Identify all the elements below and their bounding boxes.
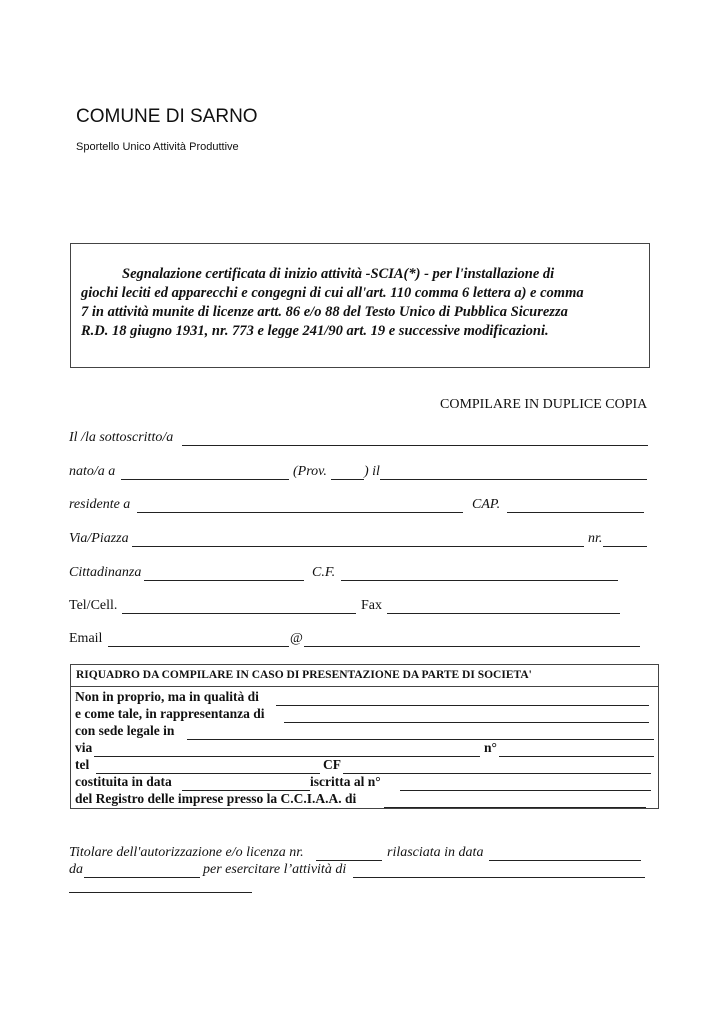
prov-label: (Prov. <box>293 464 327 479</box>
fax-label: Fax <box>361 598 382 613</box>
society-box <box>70 664 659 809</box>
prov-field[interactable] <box>331 479 364 480</box>
esercitare-label: per esercitare l’attività di <box>203 862 347 877</box>
residence-field[interactable] <box>137 512 463 513</box>
soc-cf-label: CF <box>323 757 341 772</box>
soc-via-label: via <box>75 740 93 755</box>
cap-label: CAP. <box>472 497 501 512</box>
sede-label: con sede legale in <box>75 723 175 738</box>
iscritta-label: iscritta al n° <box>310 774 381 789</box>
qualita-label: Non in proprio, ma in qualità di <box>75 689 259 704</box>
society-box-header: RIQUADRO DA COMPILARE IN CASO DI PRESENTAZIONE DA PARTE DI SOCIETA' <box>76 669 532 681</box>
cap-field[interactable] <box>507 512 644 513</box>
rilasciata-label: rilasciata in data <box>387 845 484 860</box>
soc-via-field[interactable] <box>94 756 480 757</box>
soc-cf-field[interactable] <box>343 773 651 774</box>
nr-label: nr. <box>588 531 603 546</box>
birthdate-label: ) il <box>364 464 380 479</box>
cittadinanza-label: Cittadinanza <box>69 565 142 580</box>
registro-field[interactable] <box>384 807 646 808</box>
sede-field[interactable] <box>187 739 654 740</box>
soc-tel-label: tel <box>75 757 90 772</box>
fax-field[interactable] <box>387 613 620 614</box>
sottoscritto-field[interactable] <box>182 445 648 446</box>
birthplace-field[interactable] <box>121 479 289 480</box>
da-label: da <box>69 862 83 877</box>
intro-line-3: 7 in attività munite di licenze artt. 86 e/o 88 del Testo Unico di Pubblica Sicurezza <box>81 304 568 320</box>
activity-field-continuation[interactable] <box>69 892 252 893</box>
registro-label: del Registro delle imprese presso la C.C.I.A.A. di <box>75 791 357 806</box>
soc-n-field[interactable] <box>499 756 654 757</box>
rappresentanza-label: e come tale, in rappresentanza di <box>75 706 265 721</box>
residente-label: residente a <box>69 497 131 512</box>
license-date-field[interactable] <box>489 860 641 861</box>
intro-line-2: giochi leciti ed apparecchi e congegni di cui all'art. 110 comma 6 lettera a) e comma <box>81 285 584 301</box>
license-number-field[interactable] <box>316 860 382 861</box>
email-label: Email <box>69 631 103 646</box>
qualita-field[interactable] <box>276 705 649 706</box>
street-field[interactable] <box>132 546 584 547</box>
phone-field[interactable] <box>122 613 356 614</box>
society-header-divider <box>71 686 658 687</box>
birthdate-field[interactable] <box>380 479 647 480</box>
rappresentanza-field[interactable] <box>284 722 649 723</box>
nato-label: nato/a a <box>69 464 116 479</box>
email-user-field[interactable] <box>108 646 289 647</box>
sottoscritto-label: Il /la sottoscritto/a <box>69 430 174 445</box>
street-number-field[interactable] <box>603 546 647 547</box>
soc-n-label: n° <box>484 740 497 755</box>
page-subtitle: Sportello Unico Attività Produttive <box>76 141 239 153</box>
page-title: COMUNE DI SARNO <box>76 106 258 127</box>
iscritta-field[interactable] <box>400 790 651 791</box>
email-domain-field[interactable] <box>304 646 640 647</box>
tax-code-field[interactable] <box>341 580 618 581</box>
costituita-label: costituita in data <box>75 774 172 789</box>
cf-label: C.F. <box>312 565 336 580</box>
intro-line-4: R.D. 18 giugno 1931, nr. 773 e legge 241/90 art. 19 e successive modificazioni. <box>81 323 549 339</box>
activity-field[interactable] <box>353 877 645 878</box>
duplicate-copy-note: COMPILARE IN DUPLICE COPIA <box>440 397 648 412</box>
issuer-field[interactable] <box>84 877 200 878</box>
tel-label: Tel/Cell. <box>69 598 118 613</box>
email-at-sign: @ <box>290 631 303 646</box>
intro-line-1: Segnalazione certificata di inizio attività -SCIA(*) - per l'installazione di <box>122 266 555 282</box>
intro-box <box>70 243 650 368</box>
titolare-label: Titolare dell'autorizzazione e/o licenza nr. <box>69 845 304 860</box>
via-label: Via/Piazza <box>69 531 129 546</box>
citizenship-field[interactable] <box>144 580 304 581</box>
